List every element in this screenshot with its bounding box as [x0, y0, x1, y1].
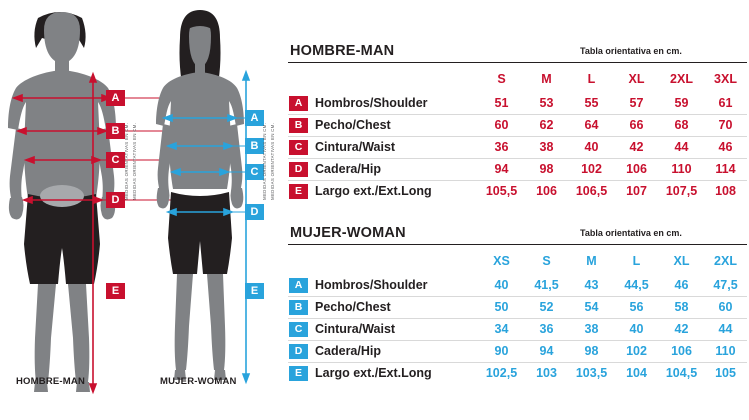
woman-cell-c-xl: 42 [674, 322, 689, 336]
woman-side-note-1: MEDIDAS ORIENTATIVAS EN CM. [262, 122, 267, 200]
man-cell-c-xl: 42 [629, 140, 644, 154]
figures-panel [0, 0, 285, 420]
man-row-tag-d [288, 158, 309, 180]
man-cell-c-3xl: 46 [718, 140, 733, 154]
tag-letter: A [289, 278, 308, 293]
woman-size-header-2xl: 2XL [714, 254, 737, 268]
woman-row-label-extlong: Largo ext./Ext.Long [315, 366, 432, 381]
man-row-label-extlong: Largo ext./Ext.Long [315, 184, 432, 199]
man-side-note-1: MEDIDAS ORIENTATIVAS EN CM. [124, 122, 129, 200]
woman-row-tag-e [288, 362, 309, 384]
woman-row-label-hip: Cadera/Hip [315, 344, 381, 358]
woman-row-tag-d [288, 340, 309, 362]
man-row-label-chest: Pecho/Chest [315, 118, 391, 132]
woman-tag-e: E [245, 283, 264, 299]
woman-row-tag-a [288, 274, 309, 296]
man-row-tag-c [288, 136, 309, 158]
woman-table-top-rule [288, 244, 747, 245]
man-cell-b-s: 60 [494, 118, 509, 132]
man-size-table [288, 66, 747, 202]
woman-cell-a-2xl: 47,5 [713, 277, 738, 292]
woman-cell-b-2xl: 60 [718, 300, 733, 314]
woman-row-label-chest: Pecho/Chest [315, 300, 391, 314]
man-size-header-3xl: 3XL [714, 72, 737, 86]
table-row [288, 136, 747, 158]
woman-cell-a-s: 41,5 [534, 277, 559, 292]
woman-cell-a-m: 43 [584, 277, 599, 292]
man-size-header-row [288, 66, 747, 92]
tag-letter: E [289, 184, 308, 199]
table-row [288, 296, 747, 318]
man-size-header-s: S [497, 72, 506, 86]
woman-side-note-2: MEDIDAS ORIENTATIVAS EN CM. [270, 122, 275, 200]
table-row [288, 180, 747, 202]
woman-cell-b-xs: 50 [494, 300, 509, 314]
woman-cell-e-s: 103 [536, 366, 557, 381]
man-size-header-2xl: 2XL [670, 72, 693, 86]
man-cell-d-s: 94 [494, 162, 509, 176]
body-figures-illustration [0, 0, 285, 420]
man-cell-d-3xl: 114 [715, 162, 736, 176]
woman-cell-e-l: 104 [626, 366, 647, 381]
man-table-title: HOMBRE-MAN [290, 43, 395, 59]
woman-cell-e-xs: 102,5 [485, 366, 518, 381]
woman-cell-a-xl: 46 [674, 277, 689, 292]
tag-letter: A [289, 96, 308, 111]
man-tag-a: A [106, 90, 125, 106]
man-figure-caption: HOMBRE-MAN [16, 376, 86, 387]
spacer-cell [288, 66, 309, 92]
table-row [288, 318, 747, 340]
man-tag-c: C [106, 152, 125, 168]
tag-letter: D [289, 344, 308, 359]
man-cell-e-l: 106,5 [575, 184, 608, 199]
man-cell-a-3xl: 61 [718, 95, 733, 110]
man-tag-e: E [106, 283, 125, 299]
man-table-note: Tabla orientativa en cm. [580, 46, 682, 56]
man-row-label-waist: Cintura/Waist [315, 140, 396, 154]
table-row [288, 114, 747, 136]
man-row-tag-e [288, 180, 309, 202]
woman-figure-caption: MUJER-WOMAN [160, 376, 237, 387]
spacer-cell [288, 248, 309, 274]
woman-table-title: MUJER-WOMAN [290, 225, 406, 241]
woman-cell-e-m: 103,5 [575, 366, 608, 381]
man-tag-d: D [106, 192, 125, 208]
woman-size-header-s: S [542, 254, 551, 268]
woman-cell-b-xl: 58 [674, 300, 689, 314]
woman-cell-c-s: 36 [539, 322, 554, 336]
tag-letter: C [289, 140, 308, 155]
woman-cell-e-xl: 104,5 [665, 366, 698, 381]
man-size-header-m: M [541, 72, 552, 86]
man-cell-a-l: 55 [584, 95, 599, 110]
man-row-label-shoulder: Hombros/Shoulder [315, 95, 428, 110]
tag-letter: B [289, 300, 308, 315]
woman-cell-b-m: 54 [584, 300, 599, 314]
table-row [288, 362, 747, 384]
woman-size-header-m: M [586, 254, 597, 268]
woman-cell-d-l: 102 [626, 344, 647, 358]
man-size-header-l: L [587, 72, 596, 86]
man-cell-d-2xl: 110 [671, 162, 692, 176]
tag-letter: D [289, 162, 308, 177]
spacer-cell [309, 66, 479, 92]
woman-cell-a-xs: 40 [494, 277, 509, 292]
woman-cell-a-l: 44,5 [624, 277, 649, 292]
man-cell-d-l: 102 [581, 162, 602, 176]
tables-panel [288, 0, 749, 420]
man-cell-c-m: 38 [539, 140, 554, 154]
man-cell-e-m: 106 [536, 184, 557, 199]
woman-cell-c-xs: 34 [494, 322, 509, 336]
man-cell-d-m: 98 [539, 162, 554, 176]
man-cell-b-xl: 66 [629, 118, 644, 132]
woman-row-label-shoulder: Hombros/Shoulder [315, 277, 428, 292]
man-tag-b: B [106, 123, 125, 139]
man-cell-e-s: 105,5 [485, 184, 518, 199]
man-cell-b-m: 62 [539, 118, 554, 132]
man-cell-a-2xl: 59 [674, 95, 689, 110]
man-cell-c-2xl: 44 [674, 140, 689, 154]
man-cell-a-s: 51 [494, 95, 509, 110]
woman-cell-d-xl: 106 [671, 344, 692, 358]
woman-cell-b-l: 56 [629, 300, 644, 314]
man-cell-b-2xl: 68 [674, 118, 689, 132]
man-size-header-xl: XL [628, 72, 645, 86]
man-cell-b-3xl: 70 [718, 118, 733, 132]
woman-size-table [288, 248, 747, 384]
woman-cell-d-xs: 90 [494, 344, 509, 358]
man-cell-c-s: 36 [494, 140, 509, 154]
man-cell-c-l: 40 [584, 140, 599, 154]
woman-figure [156, 10, 252, 382]
tag-letter: C [289, 322, 308, 337]
table-row [288, 340, 747, 362]
man-cell-e-xl: 107 [626, 184, 647, 199]
woman-cell-c-2xl: 44 [718, 322, 733, 336]
man-cell-a-xl: 57 [629, 95, 644, 110]
woman-tag-b: B [245, 138, 264, 154]
man-row-tag-a [288, 92, 309, 114]
woman-cell-e-2xl: 105 [715, 366, 736, 381]
woman-row-label-waist: Cintura/Waist [315, 322, 396, 336]
woman-size-header-row [288, 248, 747, 274]
woman-cell-d-m: 98 [584, 344, 599, 358]
table-row [288, 158, 747, 180]
woman-tag-a: A [245, 110, 264, 126]
woman-tag-c: C [245, 164, 264, 180]
woman-table-note: Tabla orientativa en cm. [580, 228, 682, 238]
man-row-tag-b [288, 114, 309, 136]
woman-tag-d: D [245, 204, 264, 220]
man-cell-b-l: 64 [584, 118, 599, 132]
woman-size-header-l: L [632, 254, 641, 268]
tag-letter: E [289, 366, 308, 381]
man-side-note-2: MEDIDAS ORIENTATIVAS EN CM. [132, 122, 137, 200]
woman-size-header-xl: XL [673, 254, 690, 268]
man-cell-d-xl: 106 [626, 162, 647, 176]
woman-cell-d-s: 94 [539, 344, 554, 358]
woman-row-tag-b [288, 296, 309, 318]
woman-cell-b-s: 52 [539, 300, 554, 314]
man-cell-e-2xl: 107,5 [665, 184, 698, 199]
woman-size-header-xs: XS [493, 254, 510, 268]
table-row [288, 92, 747, 114]
tag-letter: B [289, 118, 308, 133]
man-table-top-rule [288, 62, 747, 63]
woman-cell-c-l: 40 [629, 322, 644, 336]
woman-cell-c-m: 38 [584, 322, 599, 336]
woman-cell-d-2xl: 110 [715, 344, 736, 358]
man-cell-e-3xl: 108 [715, 184, 736, 199]
man-cell-a-m: 53 [539, 95, 554, 110]
table-row [288, 274, 747, 296]
spacer-cell [309, 248, 479, 274]
man-row-label-hip: Cadera/Hip [315, 162, 381, 176]
woman-row-tag-c [288, 318, 309, 340]
